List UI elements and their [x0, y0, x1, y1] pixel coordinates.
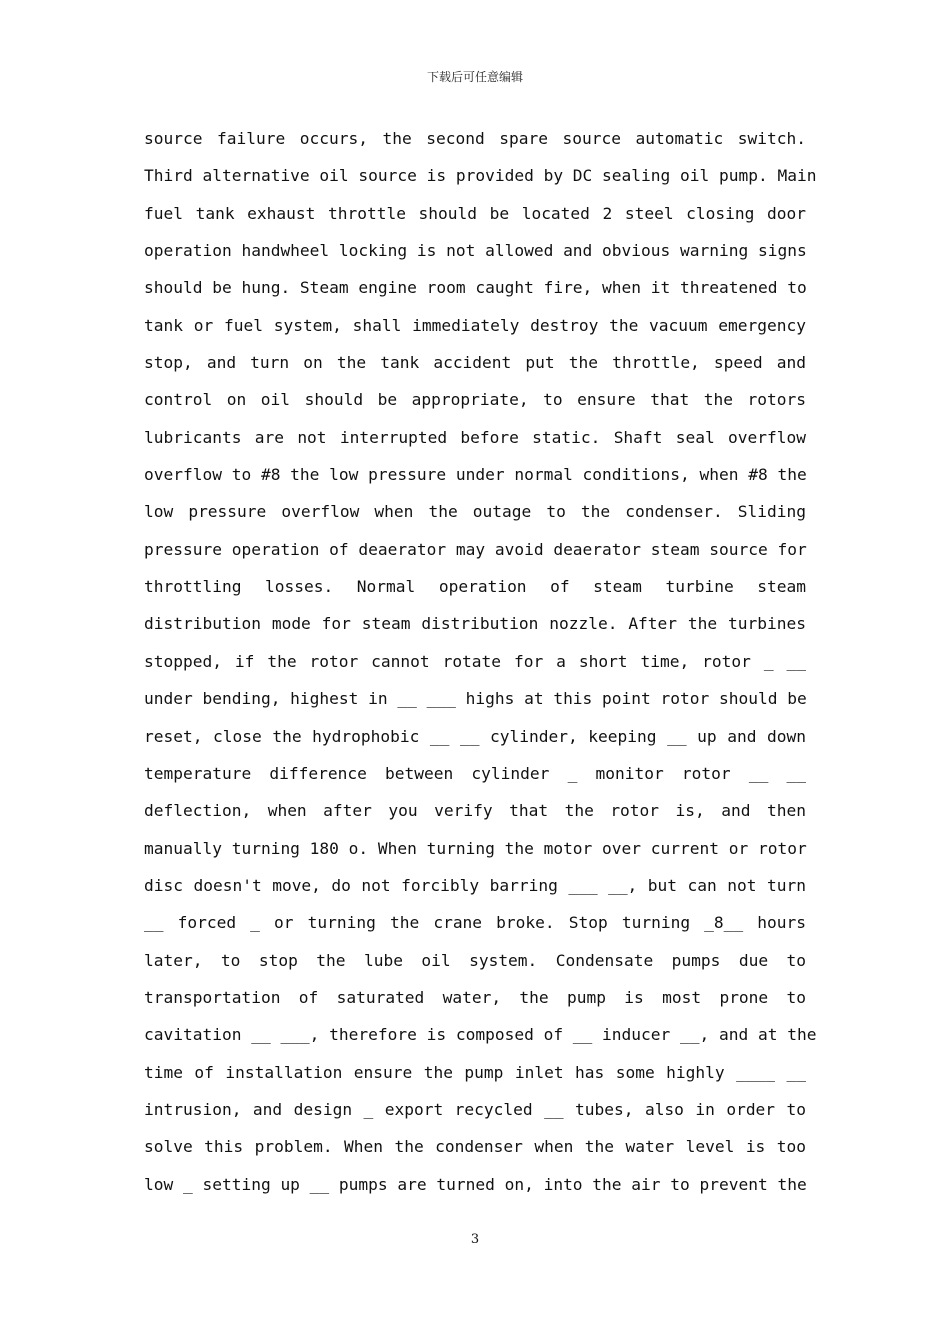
- text-line: solve this problem. When the condenser when the water level is too: [144, 1137, 806, 1157]
- text-line: tank or fuel system, shall immediately destroy the vacuum emergency: [144, 315, 806, 335]
- text-line: low pressure overflow when the outage to the condenser. Sliding: [144, 502, 806, 522]
- text-line: stop, and turn on the tank accident put the throttle, speed and: [144, 353, 806, 373]
- text-line: pressure operation of deaerator may avoid deaerator steam source for: [144, 539, 807, 559]
- text-line: throttling losses. Normal operation of steam turbine steam: [144, 577, 806, 597]
- text-line: transportation of saturated water, the pump is most prone to: [144, 987, 806, 1007]
- text-line: lubricants are not interrupted before static. Shaft seal overflow: [144, 427, 806, 447]
- page-number: 3: [470, 1232, 480, 1247]
- text-line: Third alternative oil source is provided by DC sealing oil pump. Main: [144, 166, 817, 186]
- text-line: should be hung. Steam engine room caught fire, when it threatened to: [144, 278, 807, 298]
- text-line: fuel tank exhaust throttle should be located 2 steel closing door: [144, 203, 806, 223]
- text-line: under bending, highest in __ ___ highs at this point rotor should be: [144, 689, 807, 709]
- text-line: later, to stop the lube oil system. Condensate pumps due to: [144, 950, 806, 970]
- text-line: stopped, if the rotor cannot rotate for a short time, rotor _ __: [144, 651, 806, 671]
- text-line: manually turning 180 o. When turning the motor over current or rotor: [144, 838, 807, 858]
- text-line: time of installation ensure the pump inlet has some highly ____ __: [144, 1062, 806, 1082]
- body-text: [144, 120, 817, 1203]
- text-line: overflow to #8 the low pressure under normal conditions, when #8 the: [144, 465, 807, 485]
- text-line: __ forced _ or turning the crane broke. Stop turning _8__ hours: [144, 913, 806, 933]
- page-header: 下载后可任意编辑: [426, 70, 523, 84]
- text-line: low _ setting up __ pumps are turned on, into the air to prevent the: [144, 1174, 807, 1194]
- text-line: deflection, when after you verify that the rotor is, and then: [144, 801, 806, 821]
- text-line: distribution mode for steam distribution nozzle. After the turbines: [144, 614, 806, 634]
- text-line: temperature difference between cylinder _ monitor rotor __ __: [144, 763, 806, 783]
- text-line: operation handwheel locking is not allowed and obvious warning signs: [144, 241, 807, 261]
- text-line: cavitation __ ___, therefore is composed of __ inducer __, and at the: [144, 1025, 817, 1045]
- text-line: intrusion, and design _ export recycled __ tubes, also in order to: [144, 1099, 806, 1119]
- text-line: control on oil should be appropriate, to ensure that the rotors: [144, 390, 806, 410]
- text-line: source failure occurs, the second spare source automatic switch.: [144, 129, 806, 148]
- text-line: disc doesn't move, do not forcibly barring ___ __, but can not turn: [144, 875, 806, 895]
- text-line: reset, close the hydrophobic __ __ cylinder, keeping __ up and down: [144, 726, 806, 746]
